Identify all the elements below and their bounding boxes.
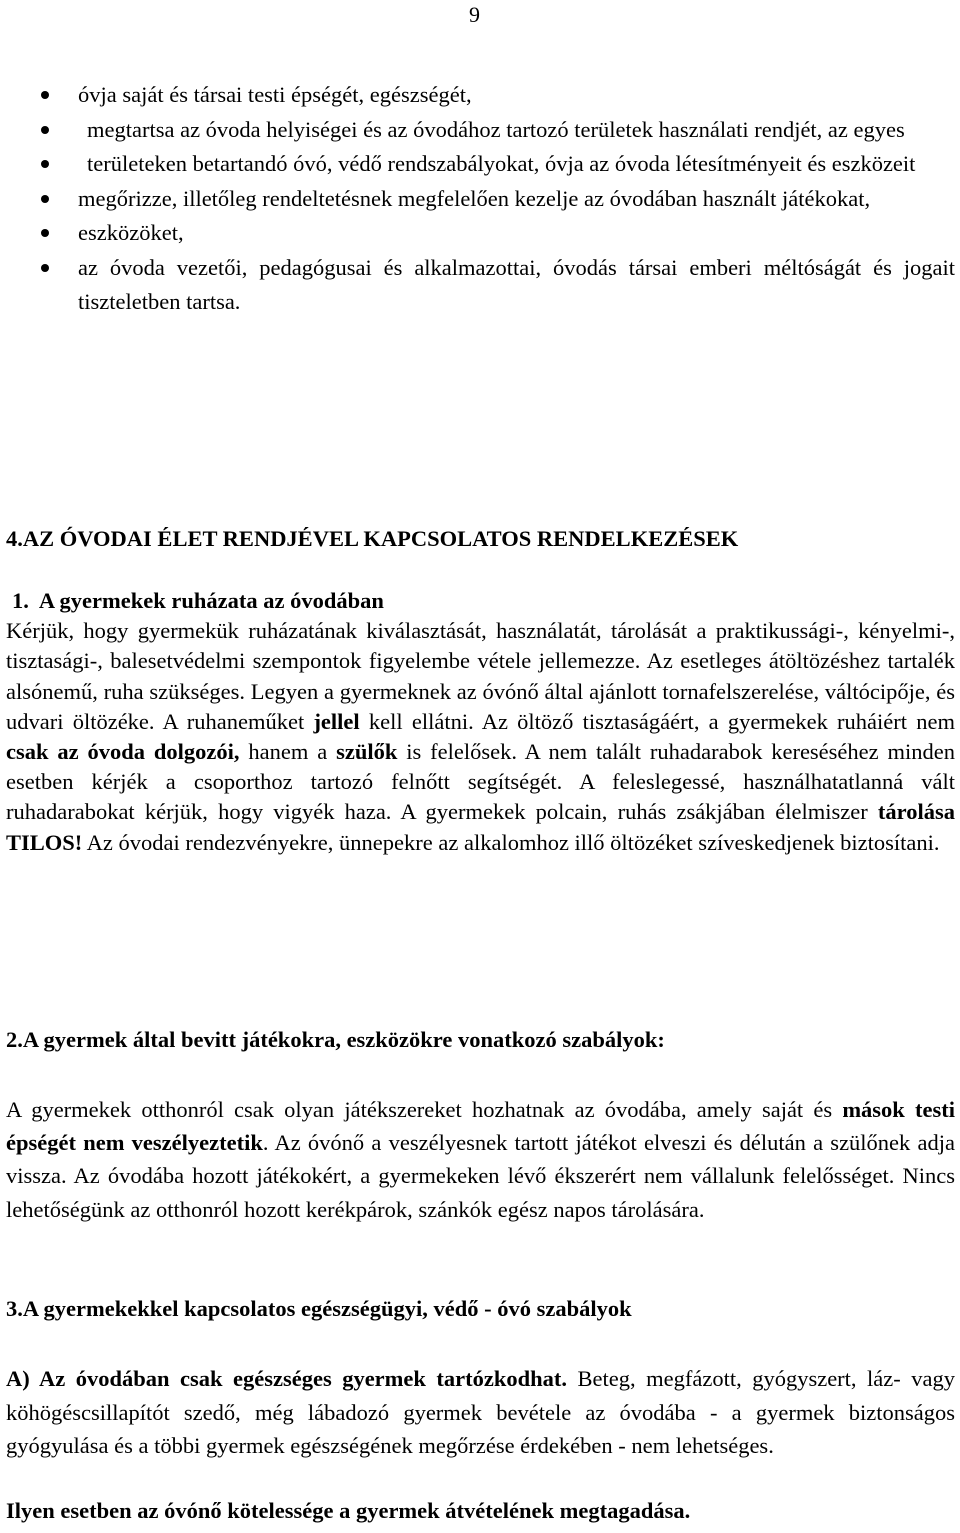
page-number: 9 — [469, 2, 480, 27]
emphasis-text: tárolása TILOS! — [6, 799, 955, 855]
paragraph-text: hanem a — [239, 739, 337, 765]
subsection-number: 1. — [12, 588, 29, 613]
emphasis-text: mások testi épségét nem veszélyeztetik — [6, 1097, 955, 1156]
paragraph-text: is felelősek. A nem talált ruhadarabok kereséséhez minden esetben kérjék a csoporthoz tartozó felnőtt segítségét. A feleslegessé, használhatatlanná vált ruhadarabokat kérjük, hogy vigyék haza. A gyermekek polcain, ruhás zsákjában élelmiszer — [6, 739, 955, 825]
rules-bullet-list — [0, 78, 960, 320]
list-item: megőrizze, illetőleg rendeltetésnek megfelelően kezelje az óvodában használt játékokat, — [0, 182, 960, 217]
health-section — [6, 1362, 955, 1463]
list-item: óvja saját és társai testi épségét, egészségét, — [0, 78, 960, 113]
emphasis-text: A) Az óvodában csak egészséges gyermek tartózkodhat. — [6, 1366, 568, 1391]
paragraph-text: Az óvodai rendezvényekre, ünnepekre az alkalomhoz illő öltözéket szíveskedjenek biztosítani. — [82, 829, 940, 855]
toys-section — [6, 1093, 955, 1226]
paragraph-text: A gyermekek otthonról csak olyan játékszereket hozhatnak az óvodába, amely saját és — [6, 1097, 843, 1122]
list-item: területeken betartandó óvó, védő rendszabályokat, óvja az óvoda létesítményeit és eszközeit — [0, 147, 960, 182]
emphasis-text: szülők — [336, 739, 398, 765]
emphasis-text: csak az óvoda dolgozói, — [6, 739, 240, 765]
final-statement: Ilyen esetben az óvónő kötelessége a gyermek átvételének megtagadása. — [6, 1498, 691, 1523]
emphasis-text: jellel — [313, 708, 360, 734]
subsection-title — [6, 586, 955, 616]
list-item: megtartsa az óvoda helyiségei és az óvodához tartozó területek használati rendjét, az egyes — [0, 113, 960, 148]
section-heading: 3.A gyermekekkel kapcsolatos egészségügyi, védő - óvó szabályok — [6, 1296, 632, 1321]
paragraph-text: Beteg, megfázott, gyógyszert, láz- vagy köhögéscsillapítót szedő, még lábadozó gyermek bevétele az óvodába - a gyermek biztonságos gyógyulása és a többi gyermek egészségének megőrzése érdekében - nem lehetséges. — [6, 1366, 955, 1459]
section-heading: 4.AZ ÓVODAI ÉLET RENDJÉVEL KAPCSOLATOS RENDELKEZÉSEK — [6, 526, 739, 551]
list-item: az óvoda vezetői, pedagógusai és alkalmazottai, óvodás társai emberi méltóságát és jogait tiszteletben tartsa. — [0, 251, 960, 320]
list-item: eszközöket, — [0, 216, 960, 251]
paragraph-text: . Az óvónő a veszélyesnek tartott játékot elveszi és délután a szülőnek adja vissza. Az óvodába hozott játékokért, a gyermekeken lévő ékszerért nem vállalunk felelősséget. Nincs lehetőségünk az otthonról hozott kerékpárok, szánkók egész napos tárolására. — [6, 1130, 955, 1222]
section-heading: 2.A gyermek által bevitt játékokra, eszközökre vonatkozó szabályok: — [6, 1027, 665, 1052]
subsection-title-text: A gyermekek ruházata az óvodában — [38, 588, 384, 613]
paragraph-text: Kérjük, hogy gyermekük ruházatának kiválasztását, használatát, tárolását a praktikussági-, kényelmi-, tisztasági-, balesetvédelmi szempontok figyelembe vétele jellemezze. Az esetleges átöltözéshez tartalék alsónemű, ruha szükséges. Legyen a gyermeknek az óvónő által ajánlott tornafelszerelése, váltócipője, és udvari öltözéke. A ruhaneműket — [6, 618, 955, 734]
paragraph-text: kell ellátni. Az öltöző tisztaságáért, a gyermekek ruháiért nem — [359, 708, 955, 734]
clothing-section — [6, 586, 955, 858]
